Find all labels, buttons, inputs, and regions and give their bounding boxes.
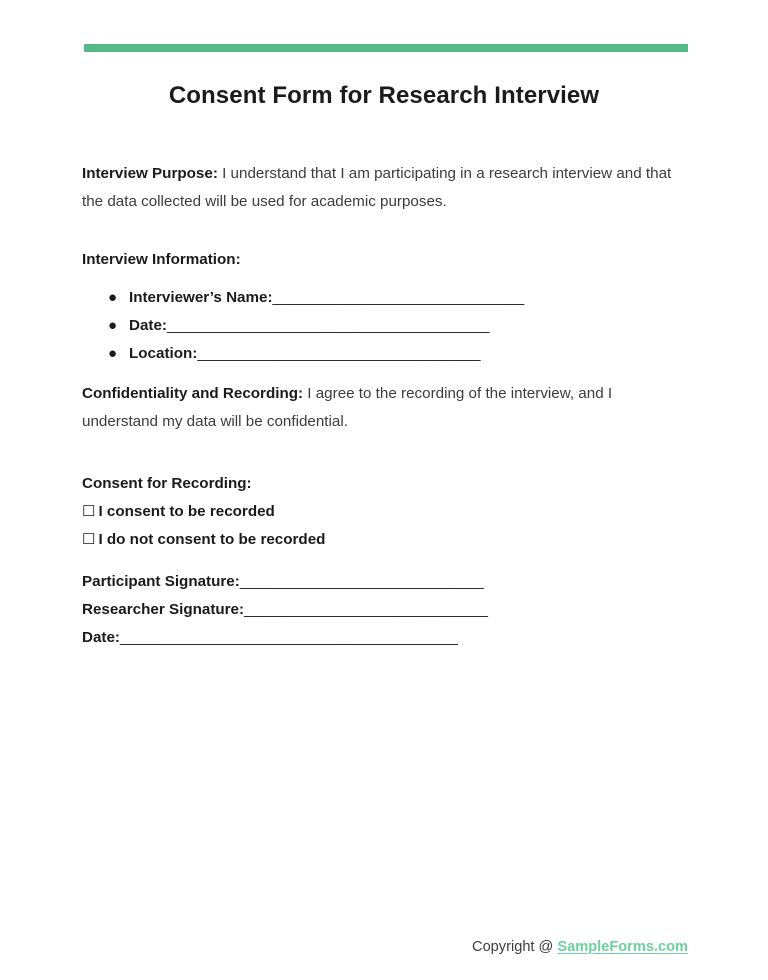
spacer: [82, 226, 688, 236]
spacer: [82, 554, 688, 568]
checkbox-unchecked-icon[interactable]: ☐: [82, 531, 96, 548]
bullet-dot-icon: ●: [108, 289, 118, 306]
list-item: [82, 312, 688, 340]
header-accent-bar: [84, 44, 688, 52]
footer: [0, 936, 688, 958]
confidentiality-label: Confidentiality and Recording:: [82, 385, 304, 402]
confidentiality-text: I agree to the recording of the interview, and I understand my data will be confidential.: [82, 385, 613, 430]
bullet-dot-icon: ●: [108, 345, 118, 362]
confidentiality-paragraph: [82, 380, 688, 436]
consent-option-row[interactable]: [82, 498, 688, 526]
signature-fill-in-blank[interactable]: _______________________________: [239, 573, 484, 590]
list-item-label: Interviewer’s Name:: [129, 289, 273, 306]
interview-information-list: [82, 284, 688, 368]
signature-row: [82, 624, 688, 652]
consent-for-recording-label: Consent for Recording:: [82, 475, 252, 492]
consent-option-row[interactable]: [82, 526, 688, 554]
list-item: [82, 284, 688, 312]
signature-fill-in-blank[interactable]: _______________________________: [244, 601, 488, 618]
signature-row: [82, 568, 688, 596]
list-item: [82, 340, 688, 368]
interview-purpose-text: I understand that I am participating in a research interview and that the data collected will be used for academic purposes.: [82, 165, 672, 210]
sampleforms-link[interactable]: SampleForms.com: [557, 939, 688, 955]
consent-option-label: I consent to be recorded: [98, 503, 275, 520]
consent-option-label: I do not consent to be recorded: [98, 531, 326, 548]
document-body: [82, 160, 688, 652]
page-title: Consent Form for Research Interview: [168, 82, 600, 109]
fill-in-blank[interactable]: ________________________________: [272, 289, 524, 306]
fill-in-blank[interactable]: ____________________________________: [197, 345, 480, 362]
signature-fill-in-blank[interactable]: ___________________________________________: [119, 629, 458, 646]
interview-purpose-paragraph: [82, 160, 688, 216]
signature-label: Date:: [82, 629, 120, 646]
signature-row: [82, 596, 688, 624]
interview-purpose-label: Interview Purpose:: [82, 165, 218, 182]
list-item-label: Date:: [129, 317, 167, 334]
bullet-dot-icon: ●: [108, 317, 118, 334]
signature-label: Participant Signature:: [82, 573, 240, 590]
spacer: [82, 446, 688, 460]
fill-in-blank[interactable]: _________________________________________: [166, 317, 489, 334]
checkbox-unchecked-icon[interactable]: ☐: [82, 503, 96, 520]
interview-information-label: Interview Information:: [82, 251, 241, 268]
copyright-text: Copyright @: [472, 939, 558, 955]
list-item-label: Location:: [129, 345, 198, 362]
signature-label: Researcher Signature:: [82, 601, 245, 618]
